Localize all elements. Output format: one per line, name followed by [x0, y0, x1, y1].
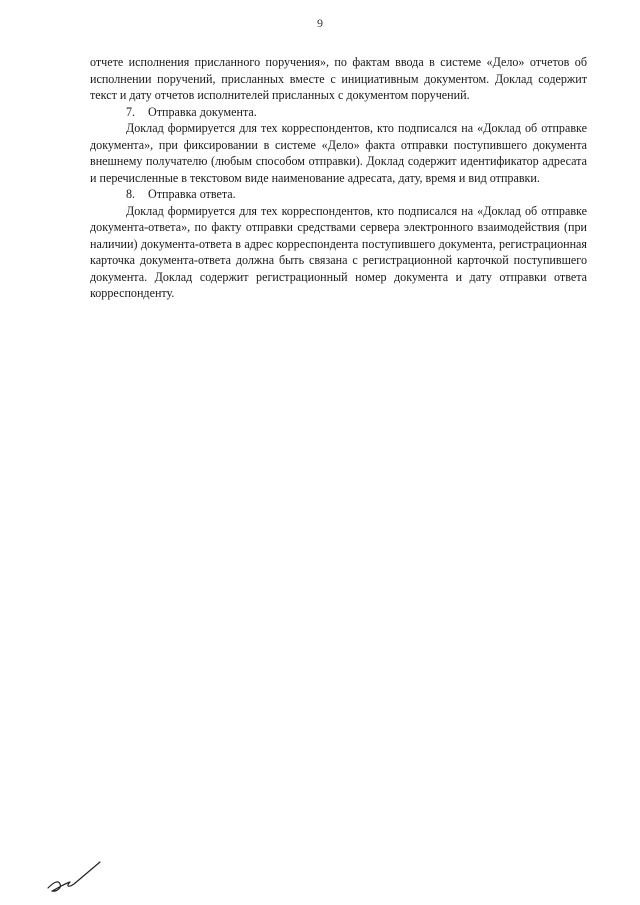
signature-mark	[44, 858, 104, 894]
section-number: 8.	[126, 187, 136, 201]
section-title: Отправка ответа.	[148, 187, 236, 201]
section-heading-7	[90, 104, 587, 121]
page-number: 9	[317, 16, 323, 30]
section-heading-8	[90, 186, 587, 203]
section-number: 7.	[126, 104, 136, 119]
intro-paragraph: отчете исполнения присланного поручения», по фактам ввода в системе «Дело» отчетов об исполнении поручений, присланных вместе с инициативным документом. Доклад содержит текст и дату отчетов исполнителей присланных с документом поручений.	[90, 55, 587, 102]
section-title: Отправка документа.	[148, 104, 257, 119]
section-paragraph-7: Доклад формируется для тех корреспондентов, кто подписался на «Доклад об отправке документа», при фиксировании в системе «Дело» факта отправки поступившего документа внешнему получателю (любым способом отправки). Доклад содержит идентификатор адресата и перечисленные в текстовом виде наименование адресата, дату, время и вид отправки.	[90, 121, 587, 185]
document-body	[90, 54, 587, 302]
section-paragraph-8: Доклад формируется для тех корреспондентов, кто подписался на «Доклад об отправке документа-ответа», по факту отправки средствами сервера электронного взаимодействия (при наличии) документа-ответа в адрес корреспондента поступившего документа, регистрационная карточка документа-ответа должна быть связана с регистрационной карточкой поступившего документа. Доклад содержит регистрационный номер документа и дату отправки ответа корреспонденту.	[90, 203, 587, 300]
